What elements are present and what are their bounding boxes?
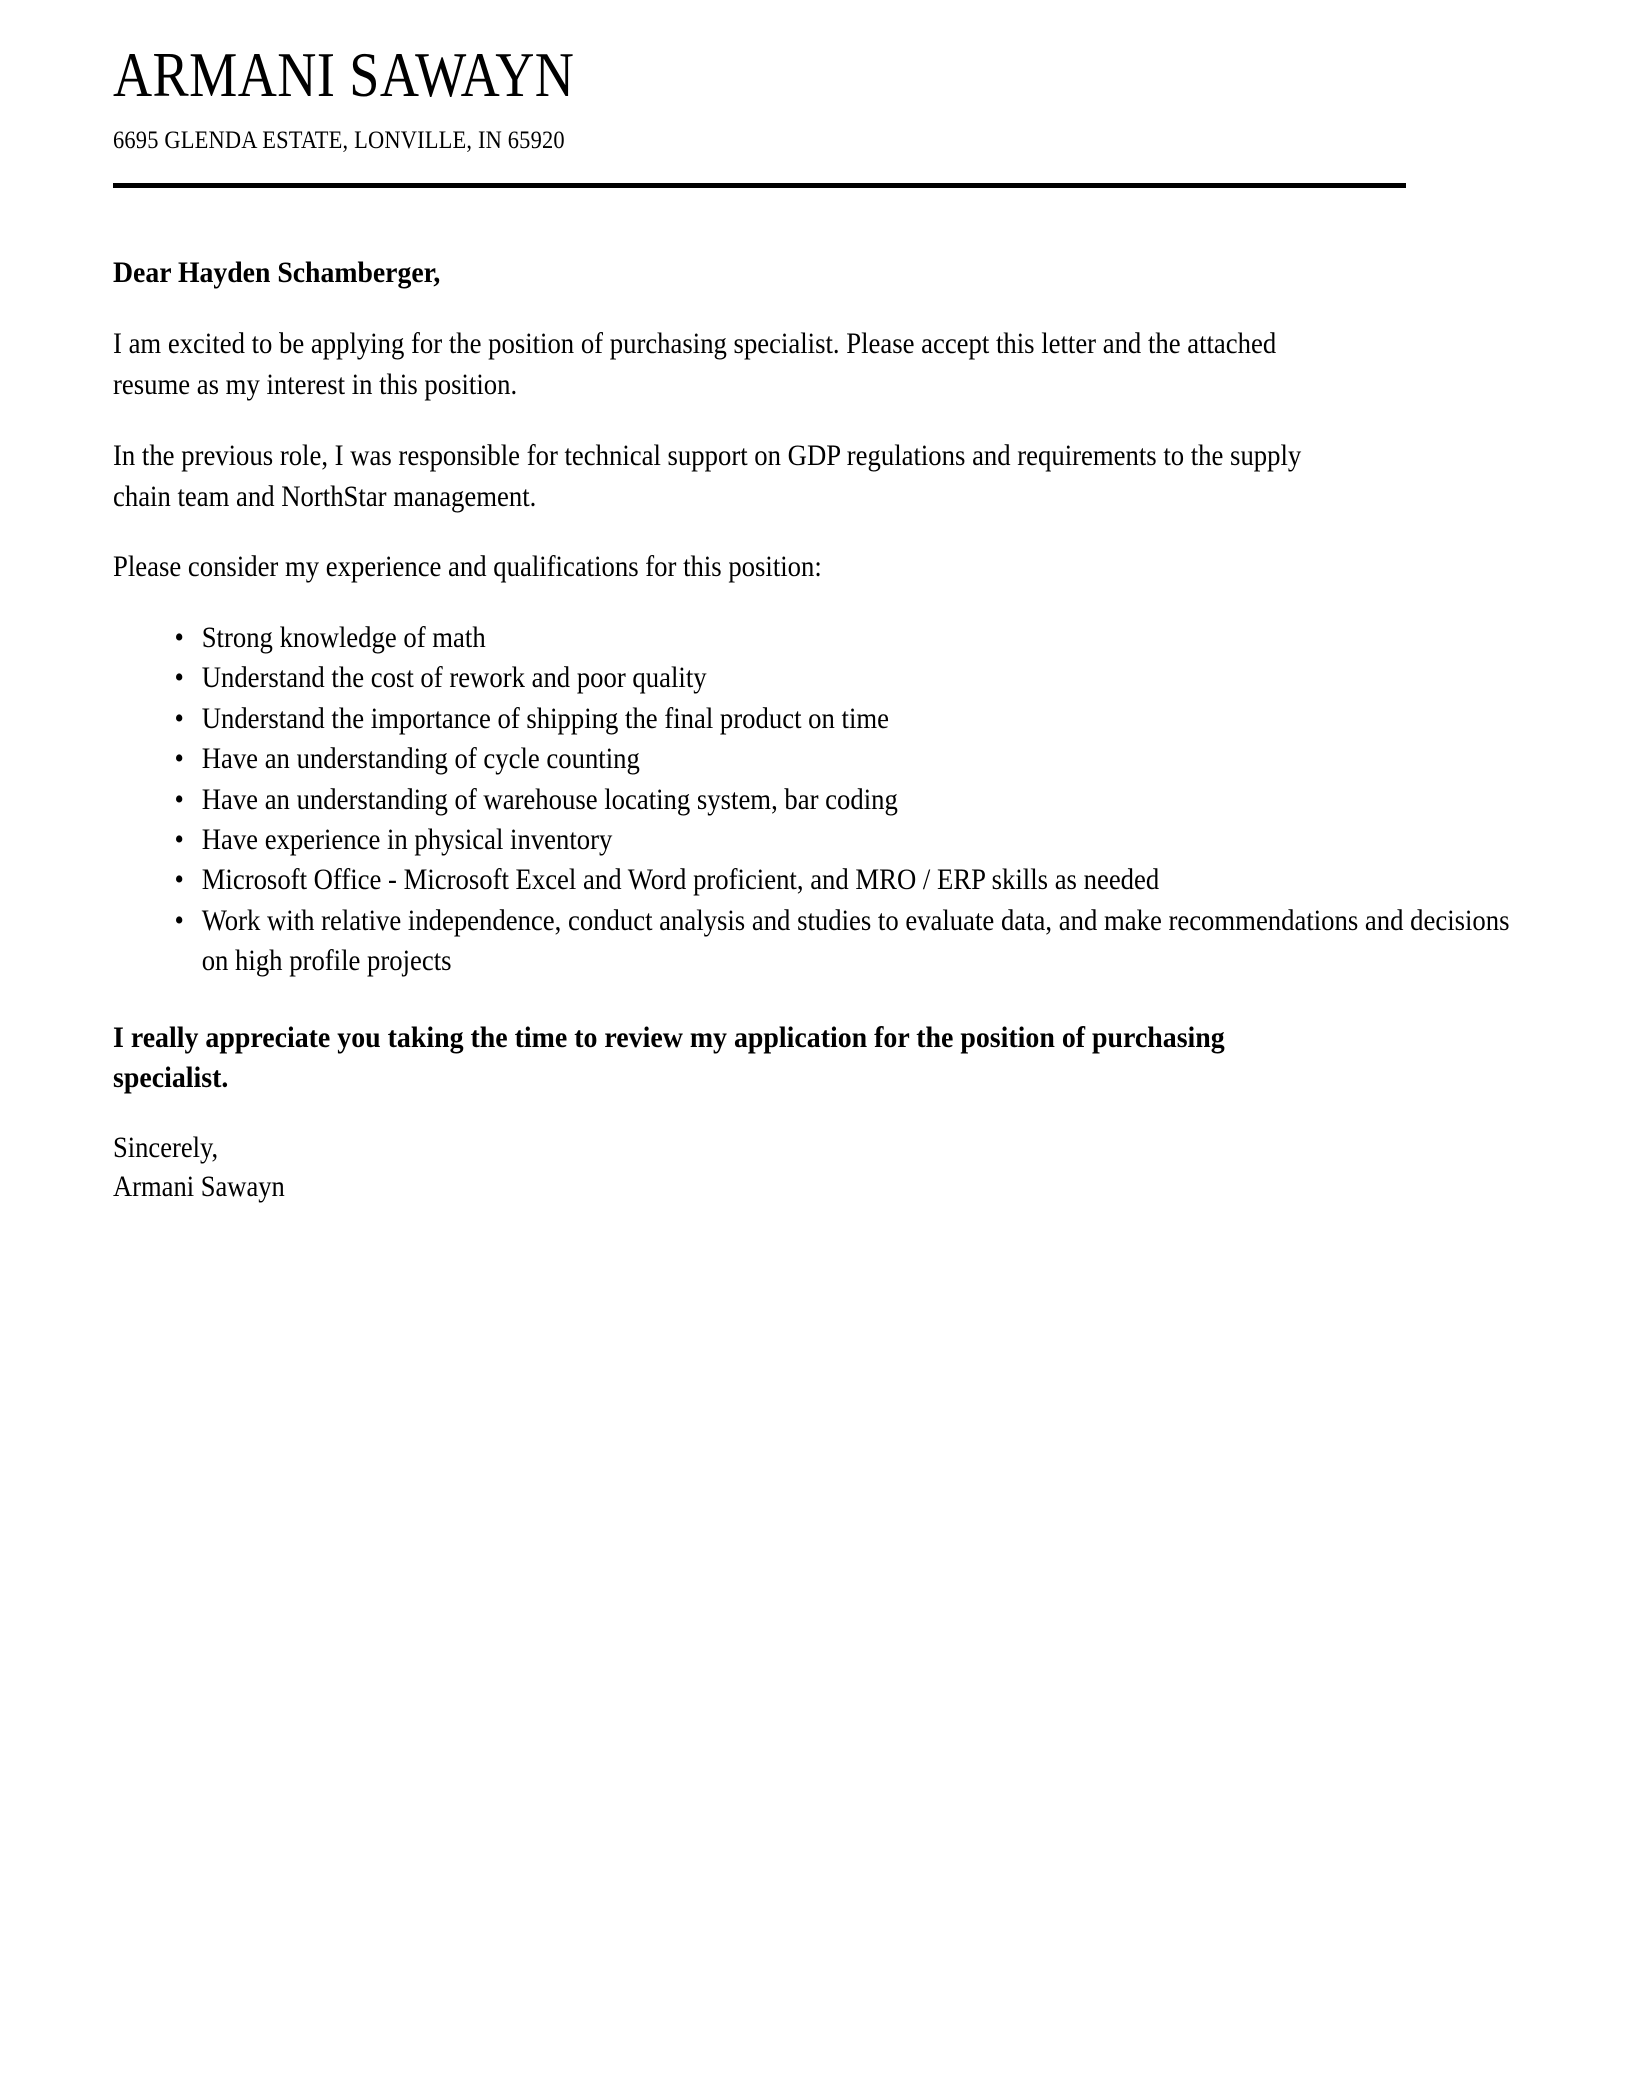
bullet-icon: • <box>174 621 184 654</box>
letter-content <box>113 0 1519 1207</box>
bullet-icon: • <box>174 864 184 897</box>
applicant-name: ARMANI SAWAYN <box>113 40 575 110</box>
bullet-icon: • <box>174 783 184 816</box>
header-divider-rule <box>113 183 1406 188</box>
list-item-label: Understand the cost of rework and poor quality <box>201 662 707 695</box>
list-item <box>175 820 1523 860</box>
bullet-icon: • <box>174 702 184 735</box>
sign-off: Sincerely, <box>113 1131 219 1164</box>
bullet-icon: • <box>174 823 184 856</box>
list-item <box>175 699 1523 739</box>
list-item-label: Work with relative independence, conduct analysis and studies to evaluate data, and make recommendations and decisions on high profile projects <box>201 904 1510 978</box>
list-item-label: Have an understanding of cycle counting <box>201 743 640 776</box>
list-item-label: Strong knowledge of math <box>201 621 486 654</box>
list-item <box>175 739 1523 779</box>
list-item-label: Understand the importance of shipping the final product on time <box>201 702 889 735</box>
body-paragraph-3: Please consider my experience and qualifications for this position: <box>113 551 822 584</box>
bullet-icon: • <box>174 904 184 937</box>
signature-name: Armani Sawayn <box>113 1170 285 1203</box>
list-item <box>175 901 1523 982</box>
applicant-address: 6695 GLENDA ESTATE, LONVILLE, IN 65920 <box>113 125 565 154</box>
letter-header <box>113 0 1519 188</box>
list-item-label: Have an understanding of warehouse locating system, bar coding <box>201 783 898 816</box>
list-item-label: Have experience in physical inventory <box>201 823 613 856</box>
salutation: Dear Hayden Schamberger, <box>113 256 441 289</box>
list-item-label: Microsoft Office - Microsoft Excel and Word proficient, and MRO / ERP skills as needed <box>201 864 1160 897</box>
bullet-icon: • <box>174 662 184 695</box>
bullet-icon: • <box>174 743 184 776</box>
list-item <box>175 780 1523 820</box>
signature-block <box>113 1129 1333 1207</box>
list-item <box>175 618 1523 658</box>
body-paragraph-1: I am excited to be applying for the position of purchasing specialist. Please accept this letter and the attached resume as my interest in this position. <box>113 328 1277 402</box>
list-item <box>175 658 1523 698</box>
closing-statement: I really appreciate you taking the time to review my application for the position of purchasing specialist. <box>113 1021 1225 1095</box>
qualifications-list <box>113 618 1523 982</box>
letter-body <box>113 254 1510 1207</box>
list-item <box>175 860 1523 900</box>
body-paragraph-2: In the previous role, I was responsible for technical support on GDP regulations and requirements to the supply chain team and NorthStar management. <box>113 439 1302 513</box>
